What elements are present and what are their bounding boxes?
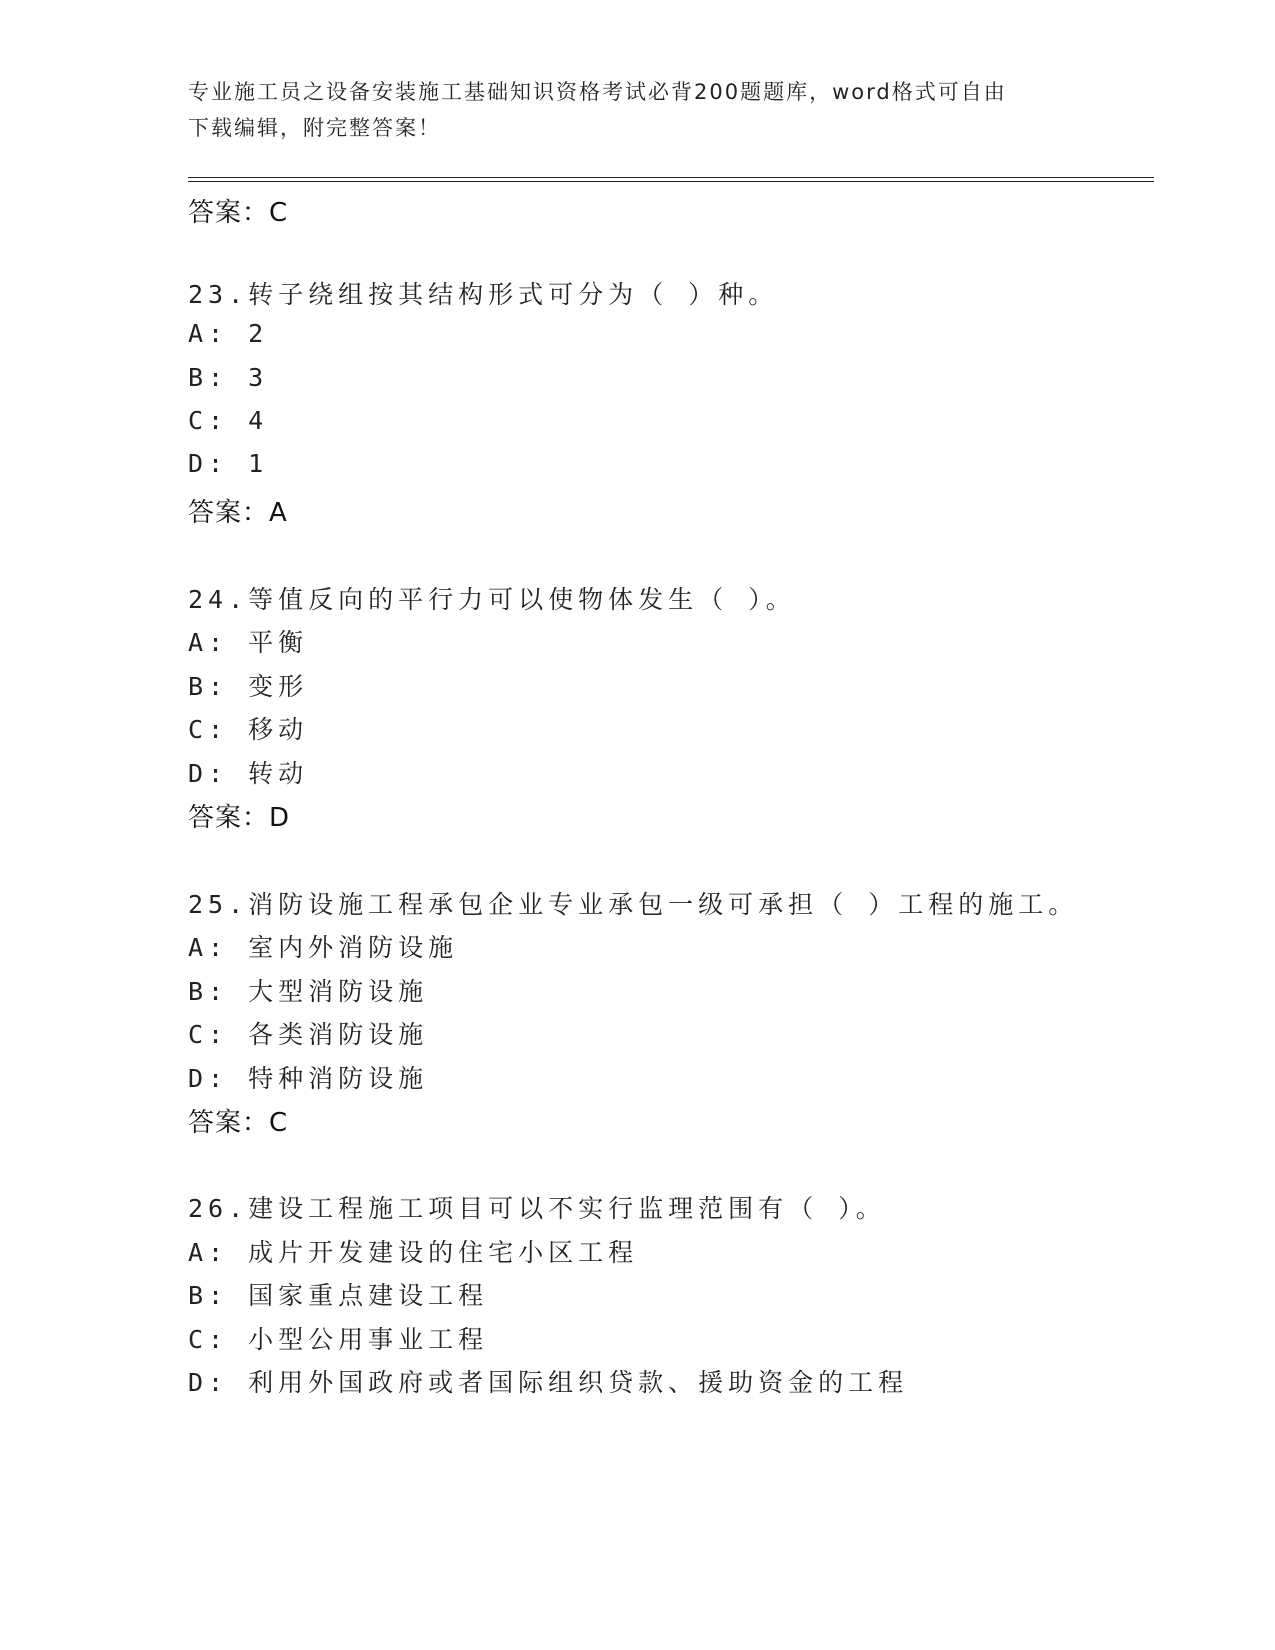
question-25-option-c: C: 各类消防设施	[188, 1020, 429, 1049]
question-26-stem: 26.建设工程施工项目可以不实行监理范围有（ ）。	[188, 1194, 886, 1223]
question-26-option-b: B: 国家重点建设工程	[188, 1281, 489, 1310]
header-rule-top	[188, 177, 1154, 178]
question-24-option-d: D: 转动	[188, 759, 309, 788]
question-25-option-a: A: 室内外消防设施	[188, 933, 459, 962]
question-23-option-c: C: 4	[188, 406, 269, 435]
document-header	[188, 74, 1088, 146]
question-23-stem: 23.转子绕组按其结构形式可分为（ ）种。	[188, 280, 779, 309]
header-rule-bottom	[188, 181, 1154, 182]
question-25-stem: 25.消防设施工程承包企业专业承包一级可承担（ ）工程的施工。	[188, 890, 1079, 919]
question-24-option-b: B: 变形	[188, 672, 309, 701]
question-24-stem: 24.等值反向的平行力可以使物体发生（ ）。	[188, 585, 796, 614]
question-26-option-c: C: 小型公用事业工程	[188, 1325, 489, 1354]
header-line-2: 下载编辑，附完整答案！	[188, 116, 441, 140]
question-25-answer: 答案：C	[188, 1108, 289, 1138]
answer-previous: 答案：C	[188, 198, 289, 228]
question-24-option-a: A: 平衡	[188, 628, 309, 657]
question-26-option-d: D: 利用外国政府或者国际组织贷款、援助资金的工程	[188, 1368, 909, 1397]
question-26-option-a: A: 成片开发建设的住宅小区工程	[188, 1238, 639, 1267]
question-23-option-b: B: 3	[188, 363, 269, 392]
question-25-option-d: D: 特种消防设施	[188, 1064, 429, 1093]
header-line-1: 专业施工员之设备安装施工基础知识资格考试必背200题题库，word格式可自由	[188, 80, 1007, 104]
question-23-option-d: D: 1	[188, 449, 269, 478]
question-23-answer: 答案：A	[188, 498, 288, 528]
question-24-option-c: C: 移动	[188, 715, 309, 744]
question-23-option-a: A: 2	[188, 319, 269, 348]
question-25-option-b: B: 大型消防设施	[188, 977, 429, 1006]
question-24-answer: 答案：D	[188, 803, 291, 833]
